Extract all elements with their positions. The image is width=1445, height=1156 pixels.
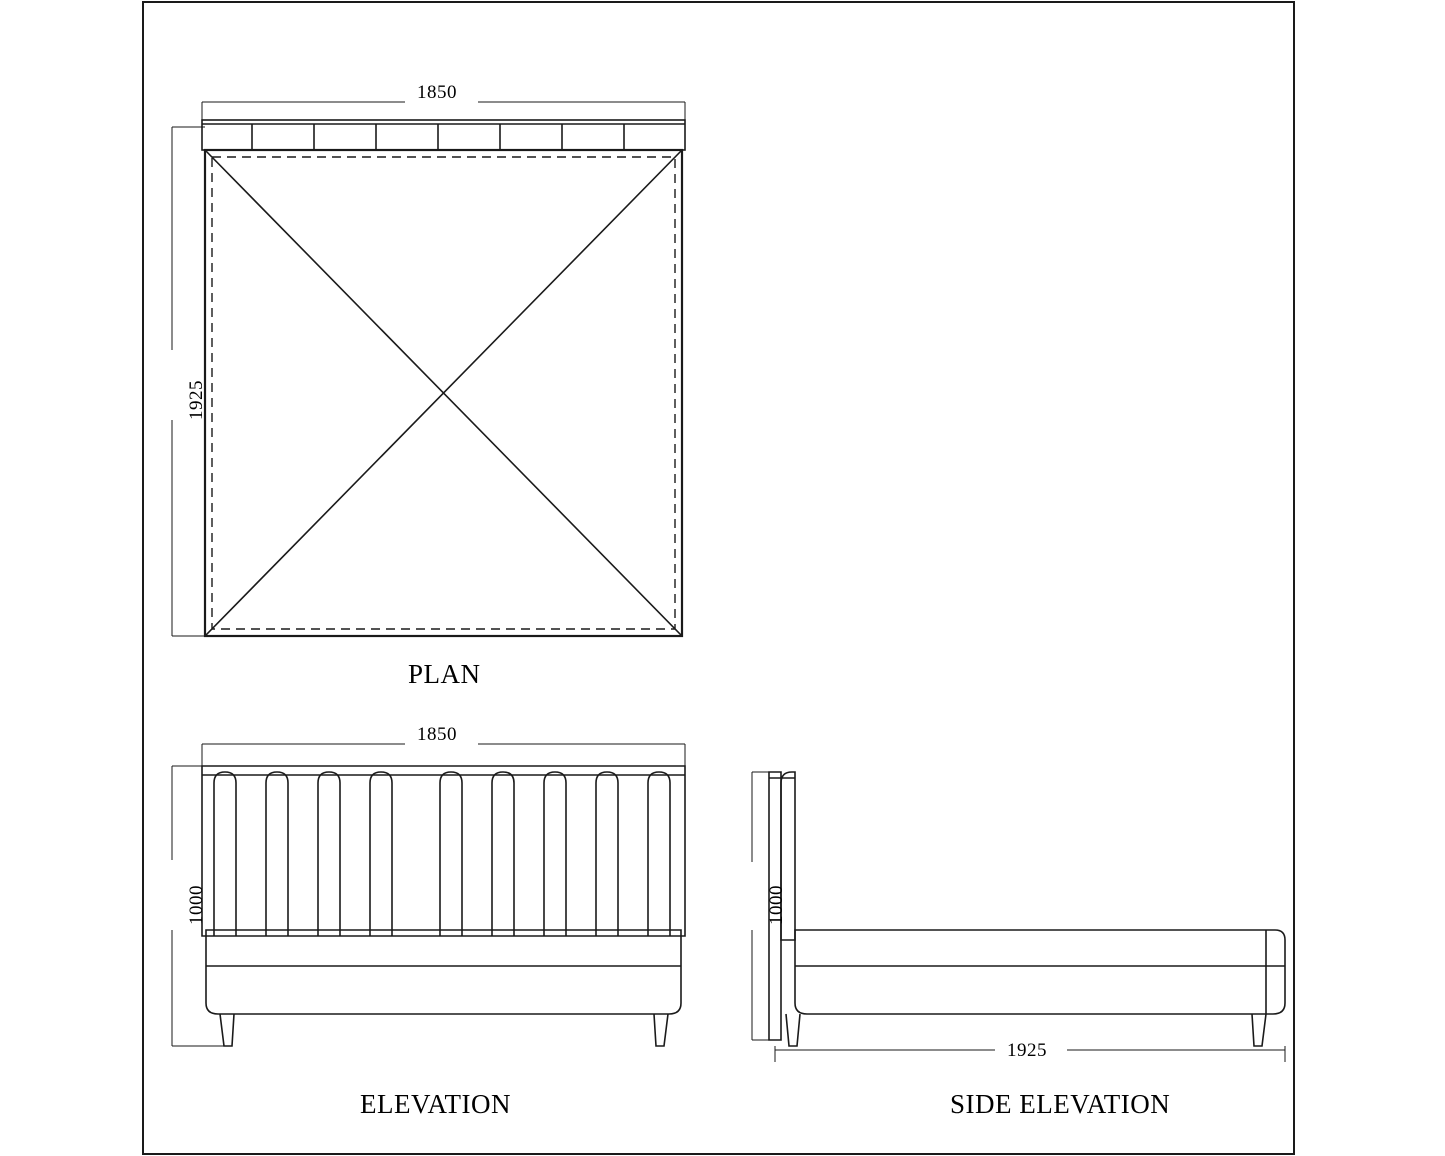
elevation-headboard xyxy=(202,766,685,936)
plan-view xyxy=(172,102,685,636)
elevation-flute xyxy=(266,772,288,936)
elevation-flute xyxy=(370,772,392,936)
side-base xyxy=(795,930,1285,1014)
plan-depth-dimension: 1925 xyxy=(186,380,207,420)
side-elevation-view xyxy=(752,772,1285,1062)
side-leg xyxy=(786,1014,800,1046)
elevation-flute xyxy=(318,772,340,936)
plan-width-dimension: 1850 xyxy=(417,82,457,103)
side-elevation-height-dimension: 1000 xyxy=(766,885,787,925)
side-leg xyxy=(1252,1014,1266,1046)
elevation-view xyxy=(172,744,685,1046)
sheet-border xyxy=(143,2,1294,1154)
elevation-flute xyxy=(544,772,566,936)
elevation-width-dimension: 1850 xyxy=(417,724,457,745)
side-elevation-length-dimension: 1925 xyxy=(1007,1040,1047,1061)
plan-view-title: PLAN xyxy=(408,659,481,689)
side-elevation-view-title: SIDE ELEVATION xyxy=(950,1089,1171,1119)
elevation-flute xyxy=(492,772,514,936)
elevation-height-dimension: 1000 xyxy=(186,885,207,925)
elevation-flute xyxy=(596,772,618,936)
elevation-flute xyxy=(648,772,670,936)
elevation-flute xyxy=(440,772,462,936)
elevation-base xyxy=(206,930,681,1014)
elevation-leg xyxy=(220,1014,234,1046)
elevation-leg xyxy=(654,1014,668,1046)
elevation-flute xyxy=(214,772,236,936)
elevation-view-title: ELEVATION xyxy=(360,1089,511,1119)
